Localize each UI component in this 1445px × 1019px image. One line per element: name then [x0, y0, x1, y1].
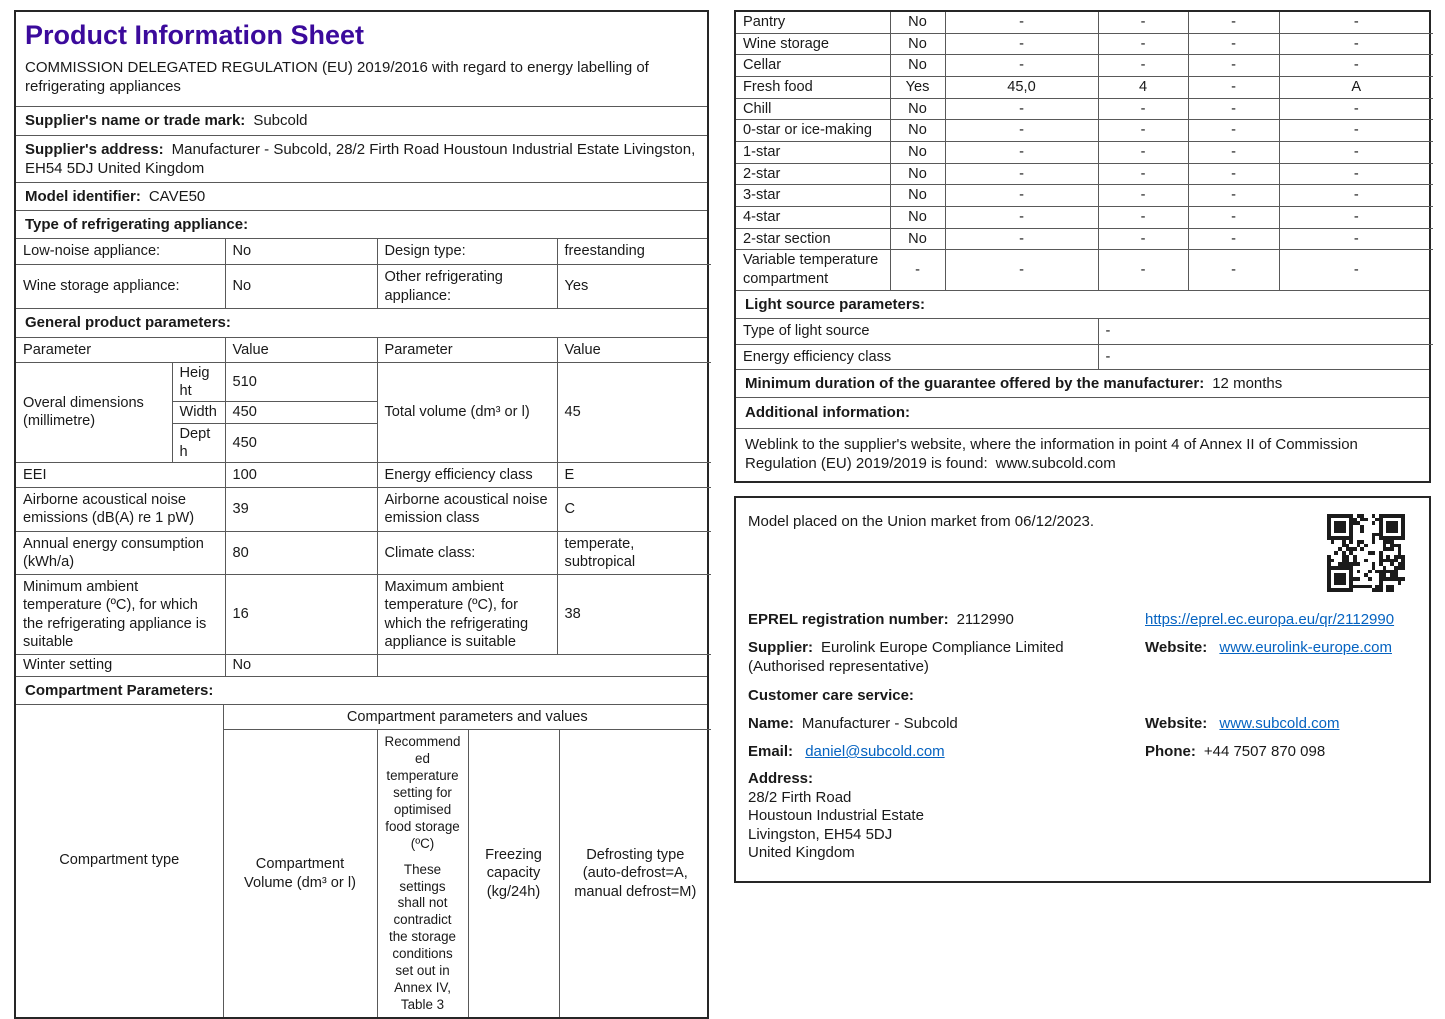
cell-volume: -: [945, 250, 1098, 290]
eprel-link-cell: [1145, 610, 1417, 629]
col-header-value: Value: [557, 338, 711, 363]
table-row: [16, 462, 711, 487]
cell-value: 38: [557, 575, 711, 655]
compartment-row: [736, 142, 1433, 164]
compartment-header-table: [16, 705, 711, 1017]
cell-volume: -: [945, 185, 1098, 207]
cell-label: Wine storage appliance:: [16, 265, 225, 309]
compartment-row: [736, 55, 1433, 77]
customer-care-header: Customer care service:: [748, 686, 914, 704]
cell-label: Other refrigerating appliance:: [377, 265, 557, 309]
cell-present: No: [890, 142, 945, 164]
care-website-link[interactable]: www.subcold.com: [1219, 714, 1340, 732]
cell-value: 16: [225, 575, 377, 655]
cell-parameter: Energy efficiency class: [377, 462, 557, 487]
col-header-compartment-type: Compartment type: [16, 705, 223, 1017]
table-row: [16, 531, 711, 574]
left-panel: [14, 10, 709, 1019]
cell-temperature: -: [1098, 185, 1188, 207]
cell-volume: -: [945, 163, 1098, 185]
col-header-freezing: Freezing capacity (kg/24h): [468, 730, 559, 1017]
cell-defrosting: -: [1279, 163, 1433, 185]
cell-value: E: [557, 462, 711, 487]
cell-type: 4-star: [736, 207, 890, 229]
model-identifier-value: CAVE50: [148, 187, 206, 205]
cell-height-value: 510: [225, 362, 377, 401]
cell-value: -: [1098, 319, 1433, 344]
cell-height-label: Height: [172, 362, 225, 401]
cell-defrosting: A: [1279, 77, 1433, 99]
cell-parameter: Annual energy consumption (kWh/a): [16, 531, 225, 574]
temperature-header-text: Recommended temperature setting for optimised food storage (ºC): [384, 734, 461, 851]
cell-temperature: -: [1098, 207, 1188, 229]
cell-present: No: [890, 185, 945, 207]
cell-freezing: -: [1188, 77, 1279, 99]
supplier-name-row: [16, 106, 707, 134]
cell-present: No: [890, 98, 945, 120]
cell-volume: -: [945, 98, 1098, 120]
cell-parameter: EEI: [16, 462, 225, 487]
cell-freezing: -: [1188, 163, 1279, 185]
compartment-section-header: Compartment Parameters:: [16, 676, 707, 704]
cell-dimensions-label: Overal dimensions (millimetre): [16, 362, 172, 462]
cell-temperature: -: [1098, 12, 1188, 33]
col-header-defrosting: Defrosting type (auto-defrost=A, manual defrost=M): [559, 730, 711, 1017]
table-header-row: [16, 338, 711, 363]
compartment-row: [736, 207, 1433, 229]
cell-present: No: [890, 12, 945, 33]
regulation-subtitle: COMMISSION DELEGATED REGULATION (EU) 2019/2016 with regard to energy labelling of refrigerating appliances: [25, 59, 649, 96]
cell-label: Design type:: [377, 239, 557, 264]
right-panel: [734, 10, 1431, 483]
cell-present: No: [890, 33, 945, 55]
cell-width-value: 450: [225, 402, 377, 423]
supplier-value: Eurolink Europe Compliance Limited (Authorised representative): [748, 639, 1064, 676]
weblink-value: www.subcold.com: [995, 454, 1116, 472]
address-line: 28/2 Firth Road: [748, 788, 852, 806]
general-section-header: General product parameters:: [16, 308, 707, 336]
cell-volume: -: [945, 33, 1098, 55]
address-line: United Kingdom: [748, 844, 855, 862]
title-section: [16, 12, 707, 106]
dimensions-row: [16, 362, 711, 401]
col-header-parameter: Parameter: [377, 338, 557, 363]
cell-defrosting: -: [1279, 185, 1433, 207]
col-header-volume: Compartment Volume (dm³ or l): [223, 730, 377, 1017]
cell-volume: -: [945, 142, 1098, 164]
cell-volume: -: [945, 120, 1098, 142]
market-info-panel: [734, 496, 1431, 883]
general-table-wrap: [16, 337, 707, 676]
cell-value: No: [225, 655, 377, 676]
cell-present: No: [890, 55, 945, 77]
cell-volume: -: [945, 55, 1098, 77]
address-block: [748, 770, 1417, 863]
guarantee-value: 12 months: [1212, 375, 1283, 393]
cell-freezing: -: [1188, 55, 1279, 77]
cell-type: Chill: [736, 98, 890, 120]
cell-type: 0-star or ice-making: [736, 120, 890, 142]
page-title: Product Information Sheet: [25, 20, 365, 50]
cell-value: 39: [225, 488, 377, 531]
cell-freezing: -: [1188, 250, 1279, 290]
cell-temperature: -: [1098, 120, 1188, 142]
cell-type: Wine storage: [736, 33, 890, 55]
cell-parameter: Winter setting: [16, 655, 225, 676]
cell-present: -: [890, 250, 945, 290]
cell-label: Energy efficiency class: [736, 344, 1098, 369]
care-name: [748, 714, 1137, 733]
cell-defrosting: -: [1279, 250, 1433, 290]
care-phone-cell: [1145, 742, 1417, 761]
cell-defrosting: -: [1279, 98, 1433, 120]
cell-defrosting: -: [1279, 142, 1433, 164]
eprel-link[interactable]: https://eprel.ec.europa.eu/qr/2112990: [1145, 611, 1395, 629]
cell-freezing: -: [1188, 142, 1279, 164]
cell-volume: -: [945, 228, 1098, 250]
cell-temperature: -: [1098, 55, 1188, 77]
eprel-registration: [748, 610, 1137, 629]
cell-type: 2-star: [736, 163, 890, 185]
cell-defrosting: -: [1279, 12, 1433, 33]
temperature-header-note: These settings shall not contradict the storage conditions set out in Annex IV, Table 3: [389, 861, 456, 1012]
compartment-row: [736, 12, 1433, 33]
website-label: Website:: [1145, 714, 1208, 732]
cell-temperature: -: [1098, 250, 1188, 290]
table-row: [736, 344, 1433, 369]
cell-value: temperate, subtropical: [557, 531, 711, 574]
cell-parameter: Maximum ambient temperature (ºC), for which the refrigerating appliance is suitable: [377, 575, 557, 655]
cell-value: No: [225, 265, 377, 309]
care-name-row: [748, 714, 1417, 733]
cell-value: freestanding: [557, 239, 711, 264]
care-website-cell: [1145, 714, 1417, 733]
table-row: [16, 239, 711, 264]
light-table-wrap: [736, 318, 1429, 369]
address-line: Houstoun Industrial Estate: [748, 807, 924, 825]
cell-present: Yes: [890, 77, 945, 99]
eprel-label: EPREL registration number:: [748, 611, 949, 629]
cell-type: 3-star: [736, 185, 890, 207]
name-value: Manufacturer - Subcold: [801, 714, 958, 732]
model-identifier-row: [16, 182, 707, 210]
table-row: [16, 265, 711, 309]
cell-defrosting: -: [1279, 120, 1433, 142]
compartment-values-table: [736, 12, 1433, 290]
supplier-label: Supplier:: [748, 639, 814, 657]
email-label: Email:: [748, 742, 794, 760]
cell-freezing: -: [1188, 120, 1279, 142]
additional-info-header: Additional information:: [736, 397, 1429, 427]
cell-freezing: -: [1188, 207, 1279, 229]
cell-defrosting: -: [1279, 33, 1433, 55]
cell-type: 1-star: [736, 142, 890, 164]
cell-freezing: -: [1188, 185, 1279, 207]
compartment-row: [736, 33, 1433, 55]
appliance-type-table: [16, 239, 711, 308]
cell-label: Type of light source: [736, 319, 1098, 344]
website-label: Website:: [1145, 639, 1208, 657]
cell-depth-value: 450: [225, 423, 377, 462]
cell-type: Variable temperature compartment: [736, 250, 890, 290]
guarantee-label: Minimum duration of the guarantee offered by the manufacturer:: [745, 375, 1205, 393]
compartment-row: [736, 250, 1433, 290]
cell-present: No: [890, 207, 945, 229]
compartment-row: [736, 98, 1433, 120]
table-row: [16, 655, 711, 676]
cell-temperature: -: [1098, 163, 1188, 185]
supplier-address-label: Supplier's address:: [25, 140, 164, 158]
email-link[interactable]: daniel@subcold.com: [805, 742, 945, 760]
cell-freezing: -: [1188, 12, 1279, 33]
cell-parameter: Climate class:: [377, 531, 557, 574]
compartment-row: [736, 228, 1433, 250]
supplier-name-value: Subcold: [253, 112, 308, 130]
cell-type: Fresh food: [736, 77, 890, 99]
col-header-value: Value: [225, 338, 377, 363]
cell-freezing: -: [1188, 33, 1279, 55]
table-header-row: [16, 705, 711, 730]
model-identifier-label: Model identifier:: [25, 187, 141, 205]
compartment-header-table-wrap: [16, 704, 707, 1017]
compartment-row: [736, 77, 1433, 99]
market-row: [748, 507, 1417, 610]
cell-defrosting: -: [1279, 228, 1433, 250]
cell-value: 100: [225, 462, 377, 487]
cell-temperature: -: [1098, 142, 1188, 164]
cell-temperature: -: [1098, 98, 1188, 120]
phone-value: +44 7507 870 098: [1203, 742, 1326, 760]
cell-temperature: 4: [1098, 77, 1188, 99]
supplier-address-row: [16, 135, 707, 182]
weblink-label: Weblink to the supplier's website, where the information in point 4 of Annex II of Commission Regulation (EU) 2019/2019 is found:: [745, 435, 1358, 472]
compartment-row: [736, 185, 1433, 207]
light-section-header: Light source parameters:: [736, 290, 1429, 318]
cell-type: Cellar: [736, 55, 890, 77]
compartment-row: [736, 163, 1433, 185]
cell-parameter: Airborne acoustical noise emission class: [377, 488, 557, 531]
cell-total-volume-value: 45: [557, 362, 711, 462]
cell-present: No: [890, 120, 945, 142]
cell-total-volume-label: Total volume (dm³ or l): [377, 362, 557, 462]
cell-type: 2-star section: [736, 228, 890, 250]
cell-width-label: Width: [172, 402, 225, 423]
cell-value: C: [557, 488, 711, 531]
cell-freezing: -: [1188, 228, 1279, 250]
cell-defrosting: -: [1279, 207, 1433, 229]
cell-volume: -: [945, 12, 1098, 33]
address-label: Address:: [748, 770, 814, 788]
supplier-row: [748, 638, 1417, 676]
cell-value: No: [225, 239, 377, 264]
general-parameters-table: [16, 338, 711, 676]
cell-temperature: -: [1098, 228, 1188, 250]
span-header-compartment-parameters: Compartment parameters and values: [223, 705, 711, 730]
phone-label: Phone:: [1145, 742, 1196, 760]
supplier-website-cell: [1145, 638, 1417, 676]
light-source-table: [736, 319, 1433, 369]
compartment-row: [736, 120, 1433, 142]
col-header-temperature: [377, 730, 468, 1017]
cell-temperature: -: [1098, 33, 1188, 55]
col-header-parameter: Parameter: [16, 338, 225, 363]
cell-present: No: [890, 228, 945, 250]
address-line: Livingston, EH54 5DJ: [748, 825, 893, 843]
cell-type: Pantry: [736, 12, 890, 33]
supplier-address-value: Manufacturer - Subcold, 28/2 Firth Road Houstoun Industrial Estate Livingston, EH54 5DJ United Kingdom: [25, 140, 696, 177]
supplier-name-label: Supplier's name or trade mark:: [25, 112, 246, 130]
cell-value: Yes: [557, 265, 711, 309]
name-label: Name:: [748, 714, 794, 732]
cell-freezing: -: [1188, 98, 1279, 120]
cell-parameter: Minimum ambient temperature (ºC), for which the refrigerating appliance is suitable: [16, 575, 225, 655]
type-table-wrap: [16, 238, 707, 308]
care-email-row: [748, 742, 1417, 761]
cell-value: 80: [225, 531, 377, 574]
table-row: [736, 319, 1433, 344]
cell-depth-label: Depth: [172, 423, 225, 462]
compartment-values-table-wrap: [736, 12, 1429, 290]
cell-label: Low-noise appliance:: [16, 239, 225, 264]
placed-on-market-text: Model placed on the Union market from 06/12/2023.: [748, 513, 1095, 531]
care-email: [748, 742, 1137, 761]
supplier-website-link[interactable]: www.eurolink-europe.com: [1219, 639, 1392, 657]
weblink-row: [736, 428, 1429, 481]
eprel-row: [748, 610, 1417, 629]
supplier-info: [748, 638, 1137, 676]
cell-parameter: Airborne acoustical noise emissions (dB(A) re 1 pW): [16, 488, 225, 531]
table-row: [16, 575, 711, 655]
eprel-number: 2112990: [956, 611, 1014, 629]
table-row: [16, 488, 711, 531]
cell-present: No: [890, 163, 945, 185]
cell-volume: -: [945, 207, 1098, 229]
cell-value: -: [1098, 344, 1433, 369]
type-section-header: Type of refrigerating appliance:: [16, 210, 707, 238]
guarantee-row: [736, 369, 1429, 397]
cell-volume: 45,0: [945, 77, 1098, 99]
cell-empty: [377, 655, 711, 676]
qr-code-icon: [1327, 514, 1405, 592]
cell-defrosting: -: [1279, 55, 1433, 77]
